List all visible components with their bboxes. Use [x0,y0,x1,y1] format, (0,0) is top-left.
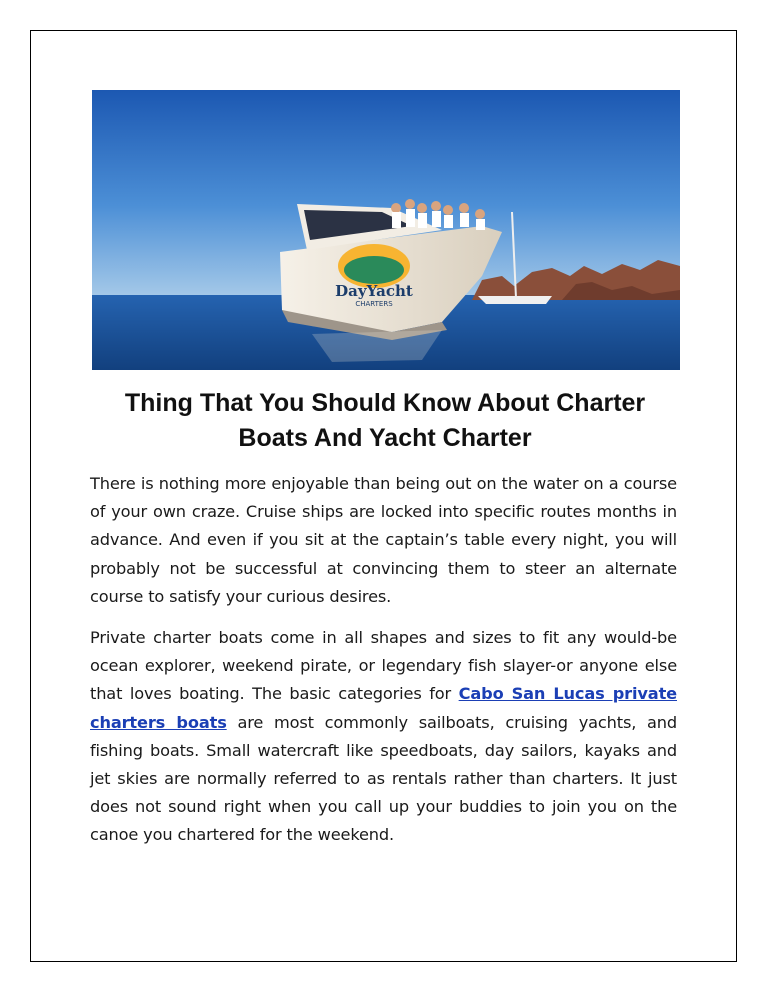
page-title: Thing That You Should Know About Charter Boats And Yacht Charter [124,389,646,452]
logo-line2: CHARTERS [355,300,393,308]
logo-line1: DayYacht [335,282,413,300]
cabo-charters-link[interactable]: Cabo San Lucas private charters boats [90,684,677,732]
hero-image [92,90,680,370]
paragraph-1: There is nothing more enjoyable than being out on the water on a course of your own craze. Cruise ships are locked into specific routes months in advance. And even if you sit at the captain’s table every night, you will probably not be successful at convincing them to steer an alternate course to satisfy your curious desires. [90,474,677,606]
paragraph-2-text-after: are most commonly sailboats, cruising yachts, and fishing boats. Small watercraft like speedboats, day sailors, kayaks and jet skies are normally referred to as rentals rather than charters. It just does not sound right when you call up your buddies to join you on the canoe you chartered for the weekend. [90,712,678,845]
paragraph-2 [90,624,677,850]
paragraph-2-text-before: Private charter boats come in all shapes and sizes to fit any would-be ocean explorer, weekend pirate, or legendary fish slayer-or anyone else that loves boating. The basic categories for [90,628,677,704]
